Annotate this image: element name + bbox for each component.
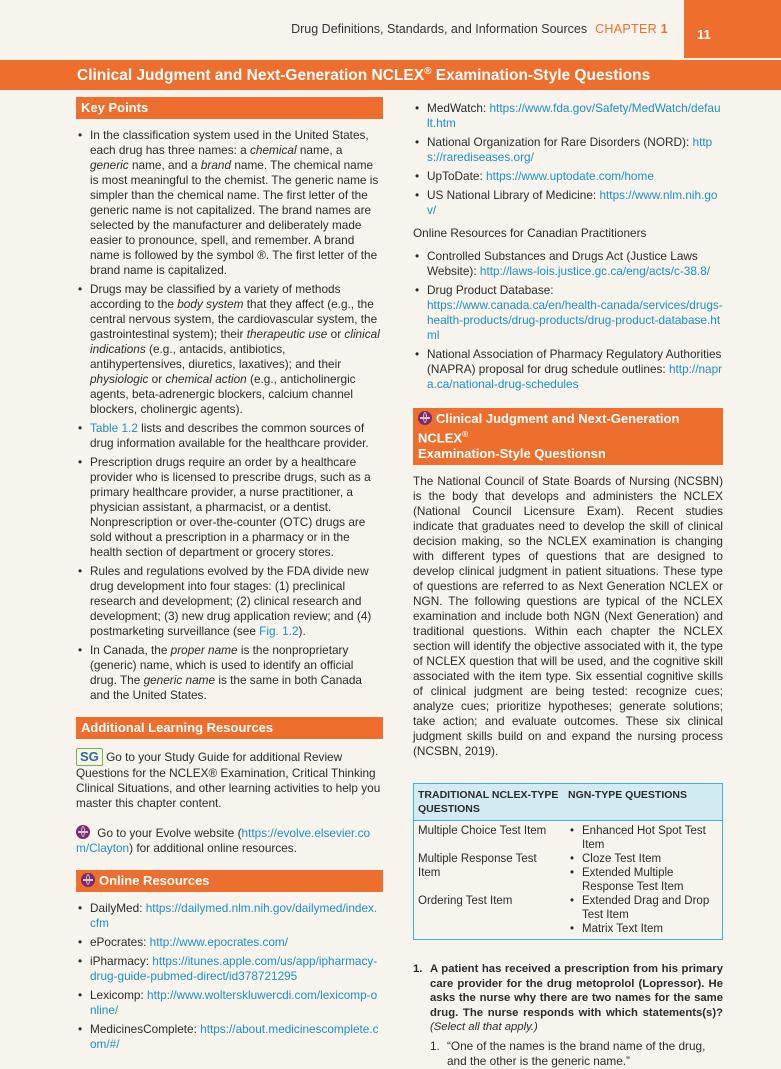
online-resources-list-continued: [413, 101, 723, 218]
resource-link[interactable]: https://www.nlm.nih.gov/: [427, 188, 718, 217]
question-instruction: (Select all that apply.): [430, 1021, 538, 1034]
canadian-resources-list: [413, 249, 723, 392]
resource-item: • Lexicomp: http://www.wolterskluwercdi.com/lexicomp-online/: [76, 988, 383, 1018]
right-column: [413, 97, 723, 1069]
column-header: TRADITIONAL NCLEX-TYPE QUESTIONS: [414, 784, 565, 821]
resource-link[interactable]: https://itunes.apple.com/us/app/ipharmacy-drug-guide-pubmed-direct/id378721295: [90, 954, 378, 983]
resource-item: • ePocrates: http://www.epocrates.com/: [76, 935, 383, 950]
key-point: • In Canada, the proper name is the nonproprietary (generic) name, which is used to identify an official drug. The generic name is the same in both Canada and the United States.: [76, 643, 383, 703]
key-point: • In the classification system used in the United States, each drug has three names: a chemical name, a generic name, and a brand name. The chemical name is most meaningful to the chemist. The generic name is simpler than the chemical name. The first letter of the generic name is not capitalized. The brand names are selected by the manufacturer and deliberately made easier to pronounce, spell, and remember. A brand name is followed by the symbol ®. The first letter of the brand name is capitalized.: [76, 128, 383, 278]
globe-icon: [76, 825, 90, 839]
resource-link[interactable]: https://dailymed.nlm.nih.gov/dailymed/index.cfm: [90, 901, 378, 930]
ngn-types-list: [568, 824, 718, 936]
figure-link[interactable]: Fig. 1.2: [259, 624, 299, 638]
page-number-tab: [684, 0, 781, 58]
resource-link[interactable]: https://www.fda.gov/Safety/MedWatch/default.htm: [427, 101, 721, 130]
resource-item: • MedicinesComplete: https://about.medicinescomplete.com/#/: [76, 1022, 383, 1052]
answer-option[interactable]: [430, 1039, 723, 1069]
ngn-type: • Extended Drag and Drop Test Item: [568, 894, 718, 922]
ngn-intro-paragraph: The National Council of State Boards of Nursing (NCSBN) is the body that develops and administers the NCLEX (National Council Licensure Exam). Recent studies indicate that graduates need to develop the skill of clinical decision making, so the NCLEX examination is changing with different types of questions that are designed to develop clinical judgment in patient situations. These type of questions are referred to as Next Generation NCLEX or NGN. The following questions are typical of the NCLEX examination and include both NGN (Next Generation) and traditional questions. Within each chapter the NCLEX section will identify the objective associated with it, the type of NCLEX question that will be used, and the cognitive skill associated with the item type. Six essential cognitive skills of clinical judgment are being tested: recognize cues; analyze cues; prioritize hypotheses; generate solutions; take action; and evaluate outcomes. These six clinical judgment skills build on and expand the nursing process (NCSBN, 2019).: [413, 474, 723, 759]
option-text: “One of the names is the brand name of the drug, and the other is the generic name.”: [447, 1038, 706, 1068]
resource-item: • Controlled Substances and Drugs Act (Justice Laws Website): http://laws-lois.justice.gc.ca/eng/acts/c-38.8/: [413, 249, 723, 279]
question-number: 1.: [413, 963, 423, 976]
resource-link[interactable]: https://www.uptodate.com/home: [486, 169, 654, 183]
page-number: 11: [697, 27, 711, 42]
canadian-resources-heading: Online Resources for Canadian Practitioners: [413, 226, 647, 240]
resource-link[interactable]: http://laws-lois.justice.gc.ca/eng/acts/c-38.8/: [479, 264, 711, 278]
key-point: • Rules and regulations evolved by the FDA divide new drug development into four stages: (1) preclinical research and development; (2) clinical research and development; (3) new drug application review; and (4) postmarketing surveillance (see Fig. 1.2).: [76, 564, 383, 639]
resource-item: • US National Library of Medicine: https://www.nlm.nih.gov/: [413, 188, 723, 218]
globe-icon: [81, 873, 95, 887]
table-link[interactable]: Table 1.2: [90, 421, 138, 435]
key-point: • Drugs may be classified by a variety of methods according to the body system that they affect (e.g., the central nervous system, the cardiovascular system, the gastrointestinal system); their therapeutic use or clinical indications (e.g., antacids, antibiotics, antihypertensives, diuretics, laxatives); and their physiologic or chemical action (e.g., anticholinergic agents, beta-adrenergic blockers, calcium channel blockers, cholinergic agents).: [76, 282, 383, 417]
running-head: [291, 22, 668, 36]
resource-item: • DailyMed: https://dailymed.nlm.nih.gov/dailymed/index.cfm: [76, 901, 383, 931]
ngn-type: • Extended Multiple Response Test Item: [568, 866, 718, 894]
ngn-section-heading: Clinical Judgment and Next-Generation NCLEX® Examination-Style Questionsn: [413, 408, 723, 465]
traditional-type: Multiple Response Test Item: [418, 853, 537, 880]
online-resources-heading: Online Resources: [76, 870, 383, 892]
key-points-heading: Key Points: [76, 97, 383, 119]
question-stem: A patient has received a prescription from his primary care provider for the drug metoprolol (Lopressor). He asks the nurse why there are two names for the same drug. The nurse responds with which statements(s)? (Select all that apply.): [430, 963, 723, 1034]
resource-link[interactable]: https://rarediseases.org/: [427, 135, 713, 164]
question-types-table: [413, 783, 723, 940]
study-guide-badge: SG: [76, 748, 103, 766]
additional-resources-heading: Additional Learning Resources: [76, 717, 383, 739]
question-1: [413, 962, 723, 1069]
resource-link[interactable]: http://www.epocrates.com/: [149, 935, 289, 949]
key-points-list: [76, 128, 383, 703]
resource-item: • National Association of Pharmacy Regulatory Authorities (NAPRA) proposal for drug schedule outlines: http://napra.ca/national-drug-schedules: [413, 347, 723, 392]
globe-icon: [418, 411, 432, 425]
traditional-column: [414, 821, 565, 940]
option-number: 1.: [430, 1038, 440, 1053]
traditional-type: Ordering Test Item: [418, 895, 513, 908]
resource-item: • National Organization for Rare Disorders (NORD): https://rarediseases.org/: [413, 135, 723, 165]
ngn-type: • Matrix Text Item: [568, 922, 718, 936]
traditional-type: Multiple Choice Test Item: [418, 825, 547, 838]
evolve-link[interactable]: https://evolve.elsevier.com/Clayton: [76, 826, 371, 855]
key-point: • Prescription drugs require an order by a healthcare provider who is licensed to prescribe drugs, such as a primary healthcare provider, a nurse practitioner, a physician assistant, a pharmacist, or a dentist. Nonprescription or over-the-counter (OTC) drugs are sold without a prescription in a pharmacy or in the health section of department or grocery stores.: [76, 455, 383, 560]
resource-link[interactable]: http://napra.ca/national-drug-schedules: [427, 362, 723, 391]
online-resources-list: [76, 901, 383, 1052]
resource-link[interactable]: https://www.canada.ca/en/health-canada/services/drugs-health-products/drug-products/drug-product-database.html: [427, 298, 723, 342]
resource-item: • MedWatch: https://www.fda.gov/Safety/MedWatch/default.htm: [413, 101, 723, 131]
resource-item: • iPharmacy: https://itunes.apple.com/us/app/ipharmacy-drug-guide-pubmed-direct/id378721295: [76, 954, 383, 984]
section-banner: Clinical Judgment and Next-Generation NCLEX® Examination-Style Questions: [0, 60, 781, 90]
chapter-label: CHAPTER 1: [595, 22, 668, 36]
resource-item: • Drug Product Database: https://www.canada.ca/en/health-canada/services/drugs-health-products/drug-products/drug-product-database.html: [413, 283, 723, 343]
key-point: • Table 1.2 lists and describes the common sources of drug information available for the healthcare provider.: [76, 421, 383, 451]
ngn-column: [564, 821, 723, 940]
left-column: [76, 97, 383, 1056]
resource-link[interactable]: https://about.medicinescomplete.com/#/: [90, 1022, 379, 1051]
resource-item: • UpToDate: https://www.uptodate.com/home: [413, 169, 723, 184]
table-row: [414, 821, 723, 940]
ngn-type: • Enhanced Hot Spot Test Item: [568, 824, 718, 852]
resource-link[interactable]: http://www.wolterskluwercdi.com/lexicomp-online/: [90, 988, 378, 1017]
running-title: Drug Definitions, Standards, and Information Sources: [291, 22, 588, 36]
column-header: NGN-TYPE QUESTIONS: [564, 784, 723, 821]
chapter-number: 1: [660, 22, 668, 36]
table-header-row: [414, 784, 723, 821]
ngn-type: • Cloze Test Item: [568, 852, 718, 866]
study-guide-text: SG Go to your Study Guide for additional Review Questions for the NCLEX® Examination, Critical Thinking Clinical Situations, and other learning activities to help you master this chapter content.: [76, 749, 381, 810]
evolve-text: Go to your Evolve website (https://evolve.elsevier.com/Clayton) for additional online resources.: [76, 826, 371, 855]
